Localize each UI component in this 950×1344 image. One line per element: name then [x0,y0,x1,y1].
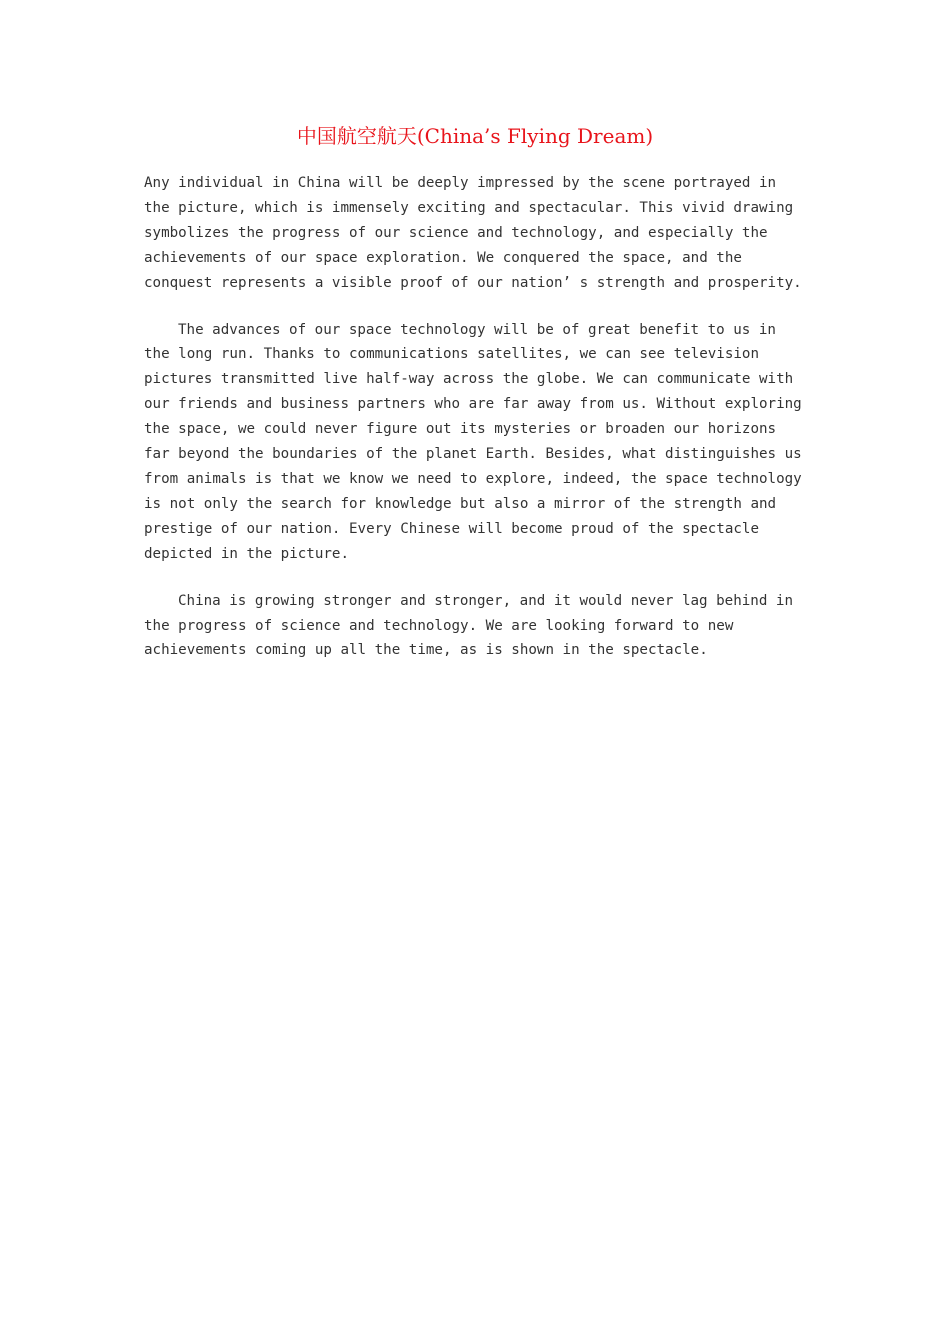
paragraph-1: Any individual in China will be deeply impressed by the scene portrayed in the picture, which is immensely exciting and spectacular. This vivid drawing symbolizes the progress of our science and technology, and especially the achievements of our space exploration. We conquered the space, and the conquest represents a visible proof of our nation’ s strength and prosperity. [144,175,802,291]
document-title: 中国航空航天(China’s Flying Dream) [296,124,654,148]
document-body [144,171,809,685]
paragraph-3: China is growing stronger and stronger, and it would never lag behind in the progress of science and technology. We are looking forward to new achievements coming up all the time, as is shown in the spectacle. [144,592,793,659]
paragraph-2: The advances of our space technology will be of great benefit to us in the long run. Thanks to communications satellites, we can see television pictures transmitted live half-way across the globe. We can communicate with our friends and business partners who are far away from us. Without exploring the space, we could never figure out its mysteries or broaden our horizons far beyond the boundaries of the planet Earth. Besides, what distinguishes us from animals is that we know we need to explore, indeed, the space technology is not only the search for knowledge but also a mirror of the strength and prestige of our nation. Every Chinese will become proud of the spectacle depicted in the picture. [144,321,802,562]
